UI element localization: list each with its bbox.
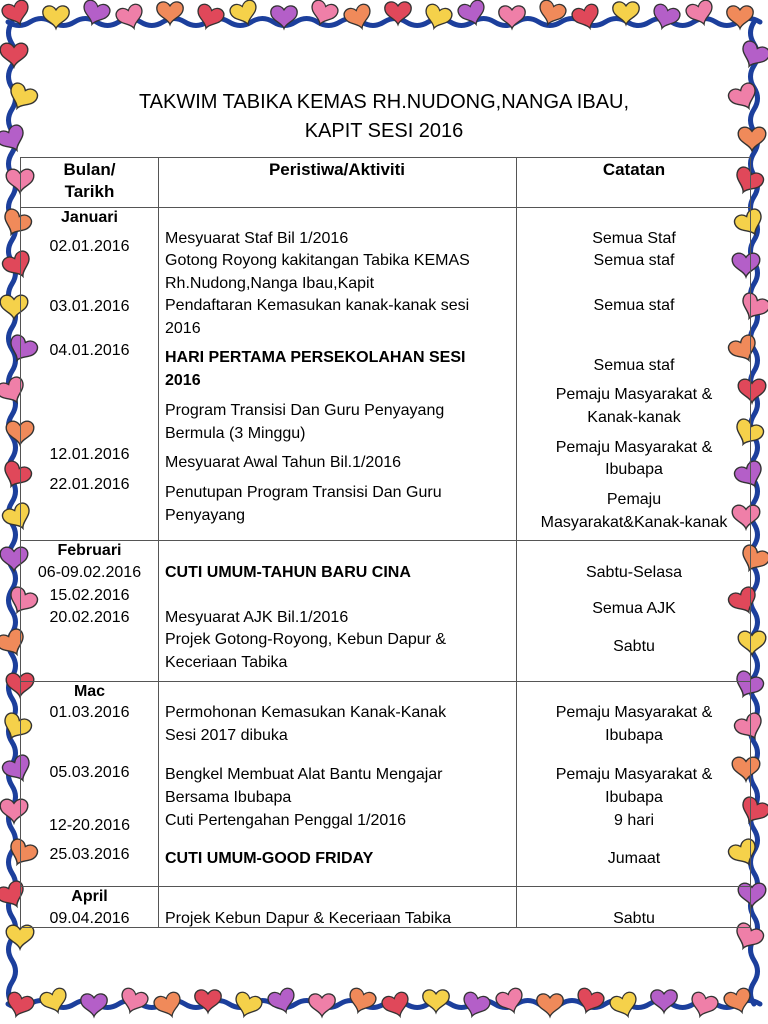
activity-line: Projek Gotong-Royong, Kebun Dapur & (165, 631, 447, 648)
date-cell: 06-09.02.2016 (37, 564, 142, 581)
heart-icon (345, 987, 377, 1017)
date-cell: 09.04.2016 (49, 910, 130, 927)
activity-line-bold: HARI PERTAMA PERSEKOLAHAN SESI (165, 349, 466, 366)
heart-icon (608, 991, 640, 1021)
heart-icon (684, 0, 716, 28)
calendar-title-line1: TAKWIM TABIKA KEMAS RH.NUDONG,NANGA IBAU, (138, 91, 630, 113)
heart-icon (271, 6, 297, 29)
activity-line-bold: CUTI UMUM-GOOD FRIDAY (165, 850, 374, 867)
date-cell: 02.01.2016 (49, 238, 130, 255)
heart-icon (193, 3, 225, 33)
activity-line: Gotong Royong kakitangan Tabika KEMAS (165, 252, 470, 269)
note-line: Ibubapa (605, 461, 663, 478)
column-header-line: Bulan/ (63, 160, 116, 179)
heart-icon (722, 987, 754, 1017)
note-line: Ibubapa (605, 789, 663, 806)
activity-line: Pendaftaran Kemasukan kanak-kanak sesi (165, 297, 470, 314)
date-cell: 15.02.2016 (49, 587, 130, 604)
activity-line: Permohonan Kemasukan Kanak-Kanak (165, 704, 447, 721)
note-line: Jumaat (607, 850, 661, 867)
heart-icon (727, 6, 753, 29)
heart-icon (459, 991, 491, 1021)
heart-icon (651, 990, 677, 1013)
heart-icon (231, 991, 263, 1021)
activity-line: Penyayang (165, 507, 246, 524)
activity-line: Mesyuarat AJK Bil.1/2016 (165, 609, 349, 626)
note-line: Ibubapa (605, 727, 663, 744)
heart-icon (494, 987, 526, 1017)
heart-icon (195, 990, 221, 1013)
heart-icon (307, 0, 339, 28)
column-header-activity: Peristiwa/Aktiviti (268, 160, 406, 179)
column-header-month-date (21, 159, 158, 203)
note-line: Pemaju Masyarakat & (555, 386, 713, 403)
heart-icon (266, 987, 298, 1017)
activity-line: Projek Kebun Dapur & Keceriaan Tabika (165, 910, 452, 927)
heart-icon (38, 987, 70, 1017)
activity-line: 2016 (165, 320, 201, 337)
column-header-notes: Catatan (602, 160, 666, 179)
month-label-januari: Januari (61, 209, 118, 226)
heart-icon (385, 2, 411, 25)
heart-icon (499, 6, 525, 29)
heart-icon (423, 990, 449, 1013)
note-line: Pemaju Masyarakat & (555, 704, 713, 721)
note-line: Kanak-kanak (587, 409, 681, 426)
activity-line: Penutupan Program Transisi Dan Guru (165, 484, 442, 501)
date-cell: 12-20.2016 (49, 817, 130, 834)
activity-line: Keceriaan Tabika (165, 654, 288, 671)
date-cell: 04.01.2016 (49, 342, 130, 359)
note-line: Sabtu-Selasa (585, 564, 683, 581)
date-cell: 20.02.2016 (49, 609, 130, 626)
heart-icon (228, 0, 260, 28)
note-line: Semua staf (593, 357, 675, 374)
activity-line: Cuti Pertengahan Penggal 1/2016 (165, 812, 407, 829)
date-cell: 25.03.2016 (49, 846, 130, 863)
heart-icon (157, 2, 183, 25)
heart-icon (573, 987, 605, 1017)
heart-icon (81, 994, 107, 1017)
month-label-mac: Mac (73, 683, 106, 700)
activity-line: Mesyuarat Awal Tahun Bil.1/2016 (165, 454, 402, 471)
heart-icon (43, 6, 69, 29)
heart-icon (79, 0, 111, 28)
column-header-line: Tarikh (64, 182, 115, 201)
date-cell: 05.03.2016 (49, 764, 130, 781)
note-line: Sabtu (613, 638, 655, 655)
note-line: Semua Staf (592, 230, 676, 247)
date-cell: 12.01.2016 (49, 446, 130, 463)
date-cell: 22.01.2016 (49, 476, 130, 493)
month-label-april: April (71, 888, 108, 905)
heart-icon (114, 3, 146, 33)
note-line: Semua AJK (592, 600, 676, 617)
heart-icon (3, 991, 35, 1021)
note-line: Sabtu (613, 910, 655, 927)
activity-line: Mesyuarat Staf Bil 1/2016 (165, 230, 349, 247)
heart-icon (537, 994, 563, 1017)
heart-icon (649, 3, 681, 33)
heart-icon (0, 0, 32, 28)
activity-line: Program Transisi Dan Guru Penyayang (165, 402, 445, 419)
activity-line: Bengkel Membuat Alat Bantu Mengajar (165, 766, 443, 783)
heart-icon (342, 3, 374, 33)
note-line: Pemaju Masyarakat & (555, 766, 713, 783)
heart-icon (117, 987, 149, 1017)
note-line: Masyarakat&Kanak-kanak (540, 514, 728, 531)
activity-line-bold: 2016 (165, 372, 201, 389)
ribbon-segment (8, 1001, 760, 1008)
ribbon-segment (9, 22, 16, 1004)
heart-icon (570, 3, 602, 33)
note-line: Semua staf (593, 252, 675, 269)
activity-line-bold: CUTI UMUM-TAHUN BARU CINA (165, 564, 411, 581)
ribbon-segment (8, 19, 760, 26)
calendar-title-line2: KAPIT SESI 2016 (304, 120, 464, 142)
heart-icon (613, 2, 639, 25)
activity-line: Bersama Ibubapa (165, 789, 292, 806)
heart-icon (456, 0, 488, 28)
date-cell: 01.03.2016 (49, 704, 130, 721)
note-line: Semua staf (593, 297, 675, 314)
date-cell: 03.01.2016 (49, 298, 130, 315)
activity-line: Rh.Nudong,Nanga Ibau,Kapit (165, 275, 375, 292)
activity-line: Sesi 2017 dibuka (165, 727, 288, 744)
heart-icon (737, 39, 768, 72)
activity-line: Bermula (3 Minggu) (165, 425, 306, 442)
heart-icon (309, 994, 335, 1017)
heart-icon (380, 991, 412, 1021)
note-line: Pemaju Masyarakat & (555, 439, 713, 456)
note-line: 9 hari (613, 812, 655, 829)
note-line: Pemaju (606, 491, 662, 508)
heart-icon (0, 43, 28, 67)
month-label-februari: Februari (57, 542, 122, 559)
heart-icon (421, 3, 453, 33)
heart-icon (152, 991, 184, 1021)
heart-icon (687, 991, 719, 1021)
heart-icon (535, 0, 567, 28)
column-divider (158, 158, 159, 927)
calendar-table (20, 157, 751, 928)
